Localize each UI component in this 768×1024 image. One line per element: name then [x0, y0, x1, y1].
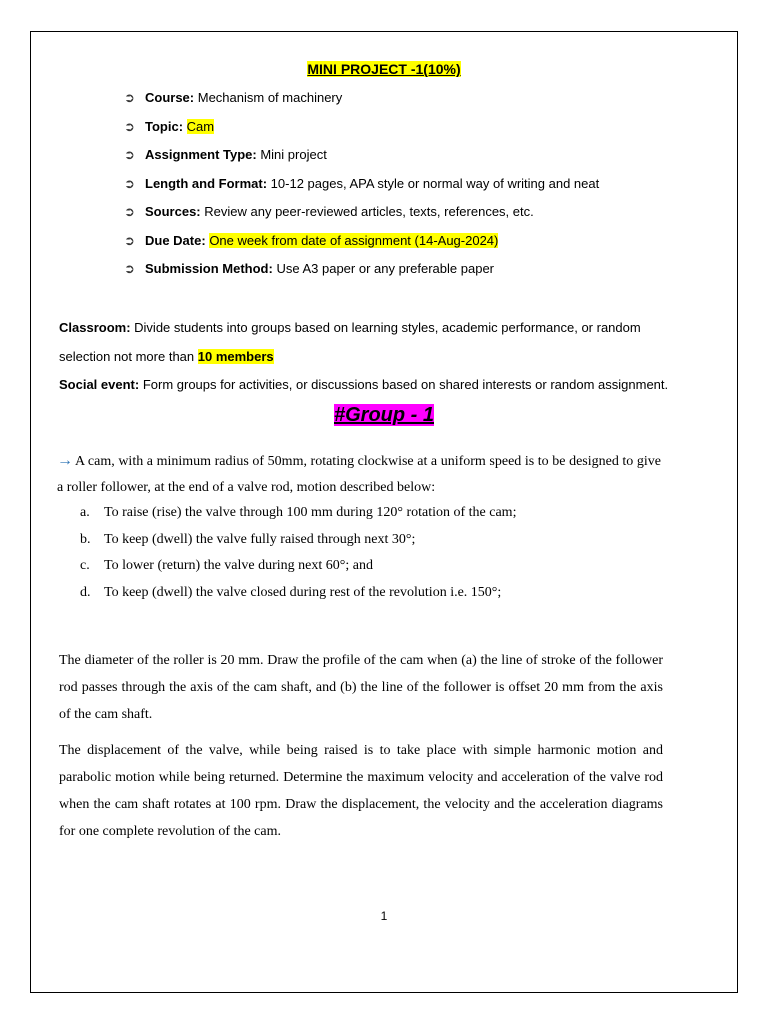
bullet-topic: ➲ Topic: Cam: [124, 118, 215, 134]
bullet-submission-method: ➲ Submission Method: Use A3 paper or any preferable paper: [124, 261, 494, 276]
question-intro: → A cam, with a minimum radius of 50mm, rotating clockwise at a uniform speed is to be designed to give a roller follower, at the end of a valve rod, motion described below:: [57, 452, 661, 495]
displacement-paragraph: The displacement of the valve, while being raised is to take place with simple harmonic motion and parabolic motion while being returned. Determine the maximum velocity and acceleration of the valve rod when the cam shaft rotates at 100 rpm. Draw the displacement, the velocity and the acceleration diagrams for one complete revolution of the cam.: [59, 743, 663, 839]
classroom-paragraph: Classroom: Divide students into groups based on learning styles, academic performance, or random selection not more than 10 members: [59, 320, 641, 364]
bullet-sources: ➲ Sources: Review any peer-reviewed articles, texts, references, etc.: [124, 204, 534, 219]
list-item: c. To lower (return) the valve during next 60°; and: [80, 558, 373, 573]
group-heading: #Group - 1: [333, 404, 434, 426]
bullet-arrow-icon: ➲: [124, 204, 135, 219]
bullet-assignment-type: ➲ Assignment Type: Mini project: [124, 147, 327, 162]
bullet-arrow-icon: ➲: [124, 90, 135, 105]
bullet-arrow-icon: ➲: [124, 118, 135, 134]
assignment-details-list: [124, 89, 599, 289]
bullet-length-format: ➲ Length and Format: 10-12 pages, APA style or normal way of writing and neat: [124, 175, 600, 191]
list-item: b. To keep (dwell) the valve fully raised through next 30°;: [80, 531, 416, 547]
page-number: 1: [380, 909, 388, 923]
bullet-course: ➲ Course: Mechanism of machinery: [124, 90, 343, 105]
list-item: a. To raise (rise) the valve through 100 mm during 120° rotation of the cam;: [80, 505, 517, 520]
motion-steps-list: [80, 500, 516, 606]
page-title: MINI PROJECT -1(10%): [307, 61, 461, 77]
right-arrow-icon: →: [57, 452, 73, 469]
roller-paragraph: The diameter of the roller is 20 mm. Draw the profile of the cam when (a) the line of stroke of the follower rod passes through the axis of the cam shaft, and (b) the line of the follower is offset 20 mm from the axis of the cam shaft.: [59, 653, 663, 722]
bullet-due-date: ➲ Due Date: One week from date of assignment (14-Aug-2024): [124, 232, 499, 248]
bullet-arrow-icon: ➲: [124, 175, 135, 191]
list-item: d. To keep (dwell) the valve closed during rest of the revolution i.e. 150°;: [80, 584, 502, 600]
bullet-arrow-icon: ➲: [124, 261, 135, 276]
social-event-paragraph: Social event: Form groups for activities, or discussions based on shared interests or random assignment.: [59, 377, 669, 392]
bullet-arrow-icon: ➲: [124, 147, 135, 162]
bullet-arrow-icon: ➲: [124, 232, 135, 248]
